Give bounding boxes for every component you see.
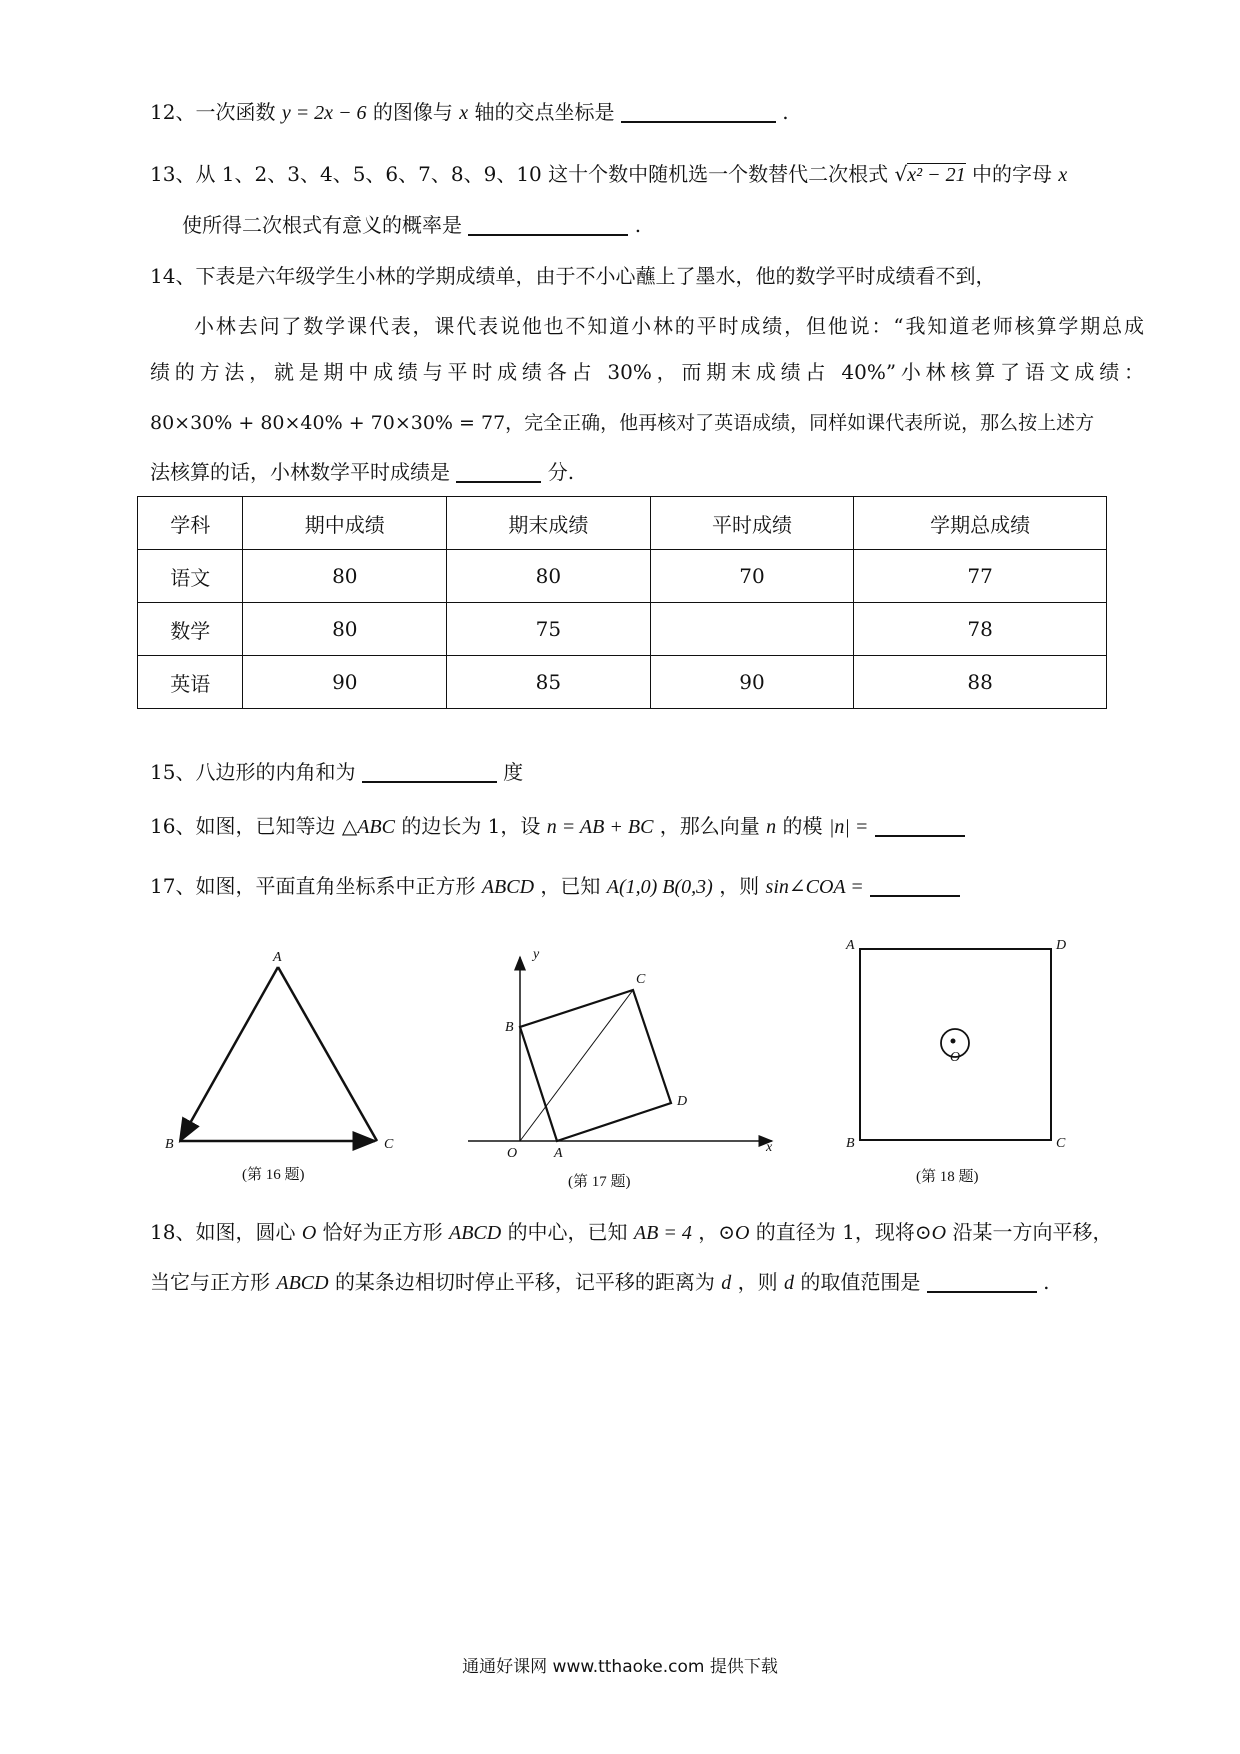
table-cell: 80 [243, 603, 447, 656]
question-14-line3 [150, 358, 1144, 386]
question-13-line2 [182, 211, 641, 239]
label-d: D [1056, 938, 1067, 953]
q15-text: 15、八边形的内角和为 [150, 760, 356, 784]
question-18 [150, 1218, 1112, 1247]
figure-16 [165, 950, 394, 1183]
q18-d: d [721, 1272, 732, 1294]
table-row [138, 603, 1107, 656]
q18-text7: 当它与正方形 [150, 1270, 270, 1294]
q12-text3: 轴的交点坐标是 [474, 100, 615, 124]
q13-text: 13、从 1、2、3、4、5、6、7、8、9、10 这十个数中随机选一个数替代二次根式 [150, 162, 889, 186]
label-c: C [384, 1137, 394, 1152]
answer-blank-18[interactable] [927, 1269, 1037, 1293]
q18-text: 18、如图，圆心 [150, 1220, 296, 1244]
q12-text: 12、一次函数 [150, 100, 276, 124]
q14-text2: 小林去问了数学课代表，课代表说他也不知道小林的平时成绩，但他说：“我知道老师核算学期总成 [194, 314, 1144, 338]
q18-ab: AB = 4 [633, 1222, 692, 1244]
q12-expr: y = 2x − 6 [281, 102, 367, 124]
center-dot [951, 1039, 956, 1044]
table-cell: 80 [447, 550, 651, 603]
answer-blank-12[interactable] [621, 99, 776, 123]
table-row [138, 656, 1107, 709]
table-header-cell: 学期总成绩 [854, 497, 1107, 550]
label-c: C [1056, 1136, 1066, 1151]
table-cell: 70 [650, 550, 854, 603]
q17-text2: ，已知 [540, 874, 601, 898]
q13-text3: 使所得二次根式有意义的概率是 [182, 213, 462, 237]
question-14-line4 [150, 409, 1094, 437]
table-cell: 78 [854, 603, 1107, 656]
q18-text2: 恰好为正方形 [322, 1220, 443, 1244]
table-header-cell: 学科 [138, 497, 243, 550]
q14-text5: 法核算的话，小林数学平时成绩是 [150, 460, 450, 484]
answer-blank-15[interactable] [362, 759, 497, 783]
table-header-row [138, 497, 1107, 550]
q17-square: ABCD [481, 876, 535, 898]
segment-oc [520, 990, 633, 1141]
answer-blank-17[interactable] [870, 873, 960, 897]
question-14-line2 [194, 312, 1144, 340]
label-a: A [846, 938, 855, 953]
question-14-line5 [150, 458, 574, 486]
table-cell: 80 [243, 550, 447, 603]
q12-text2: 的图像与 [372, 100, 453, 124]
label-o: O [950, 1050, 961, 1065]
figure-17 [468, 947, 773, 1190]
label-x: x [766, 1140, 773, 1155]
figure-18 [845, 938, 1066, 1185]
table-header-cell: 期中成绩 [243, 497, 447, 550]
q17-expr: sin∠COA = [765, 876, 864, 898]
q18-text4: ，⊙ [698, 1220, 735, 1244]
q16-n: n [766, 816, 777, 838]
vector-ab [180, 967, 278, 1141]
label-c: C [636, 972, 646, 987]
q16-text: 16、如图，已知等边 [150, 814, 336, 838]
q18-text8: 的某条边相切时停止平移，记平移的距离为 [334, 1270, 715, 1294]
q18-text9: ，则 [737, 1270, 778, 1294]
q15-suffix: 度 [503, 760, 524, 784]
label-b: B [505, 1020, 514, 1035]
q17-text: 17、如图，平面直角坐标系中正方形 [150, 874, 476, 898]
label-d: D [677, 1094, 688, 1109]
q18-text5: 的直径为 1，现将⊙ [755, 1220, 932, 1244]
table-cell: 75 [447, 603, 651, 656]
table-cell: 数学 [138, 603, 243, 656]
table-cell: 85 [447, 656, 651, 709]
q18-text10: 的取值范围是 [800, 1270, 921, 1294]
question-13 [150, 160, 1067, 189]
q18-o2: O [734, 1222, 750, 1244]
table-row [138, 550, 1107, 603]
q13-var: x [1058, 164, 1068, 186]
q18-text6: 沿某一方向平移， [952, 1220, 1113, 1244]
table-cell: 88 [854, 656, 1107, 709]
q16-text3: ，那么向量 [659, 814, 760, 838]
table-header-cell: 期末成绩 [447, 497, 651, 550]
score-table [137, 496, 1107, 709]
q14-end: 分. [547, 460, 575, 484]
question-16 [150, 812, 965, 841]
caption-17: (第 17 题) [568, 1174, 631, 1190]
table-cell: 英语 [138, 656, 243, 709]
q14-text4: 80×30% + 80×40% + 70×30% = 77，完全正确，他再核对了英语成绩，同样如课代表所说，那么按上述方 [150, 412, 1095, 434]
table-cell [650, 603, 854, 656]
figures-area [0, 935, 1240, 1195]
q13-end: . [634, 213, 642, 237]
square-abcd [520, 990, 671, 1141]
q12-axis: x [459, 102, 469, 124]
q17-text3: ，则 [719, 874, 760, 898]
question-15 [150, 758, 523, 786]
q13-radicand: x² − 21 [907, 164, 966, 186]
label-y: y [533, 947, 540, 962]
square-abcd [860, 949, 1051, 1140]
q18-o3: O [931, 1222, 947, 1244]
q18-text3: 的中心，已知 [507, 1220, 628, 1244]
sqrt-symbol: √ [894, 162, 908, 186]
q17-points: A(1,0) B(0,3) [606, 876, 713, 898]
caption-18: (第 18 题) [916, 1169, 979, 1185]
label-a: A [273, 950, 282, 965]
q16-text4: 的模 [782, 814, 823, 838]
q18-end: . [1043, 1270, 1050, 1294]
q13-text2: 中的字母 [971, 162, 1052, 186]
answer-blank-13[interactable] [468, 212, 628, 236]
q16-triangle: △ABC [341, 816, 395, 838]
q14-text1: 14、下表是六年级学生小林的学期成绩单，由于不小心蘸上了墨水，他的数学平时成绩看不到， [150, 264, 996, 288]
table-header-cell: 平时成绩 [650, 497, 854, 550]
q12-end: . [782, 100, 789, 124]
label-b: B [165, 1137, 174, 1152]
label-o: O [507, 1146, 518, 1161]
q18-square: ABCD [448, 1222, 502, 1244]
label-b: B [846, 1136, 855, 1151]
answer-blank-16[interactable] [875, 813, 965, 837]
table-cell: 77 [854, 550, 1107, 603]
side-ac [278, 967, 377, 1141]
answer-blank-14[interactable] [456, 459, 541, 483]
question-18-line2 [150, 1268, 1049, 1297]
table-cell: 90 [243, 656, 447, 709]
table-cell: 90 [650, 656, 854, 709]
q18-square2: ABCD [276, 1272, 329, 1294]
question-14-line1 [150, 262, 995, 290]
question-12 [150, 98, 789, 127]
caption-16: (第 16 题) [242, 1167, 305, 1183]
q16-modulus: |n| = [828, 816, 869, 838]
label-a: A [554, 1146, 563, 1161]
q18-o: O [301, 1222, 317, 1244]
q18-d2: d [784, 1272, 795, 1294]
table-cell: 语文 [138, 550, 243, 603]
q16-text2: 的边长为 1，设 [401, 814, 541, 838]
footer-credit: 通通好课网 www.tthaoke.com 提供下载 [462, 1657, 778, 1677]
question-17 [150, 872, 960, 901]
q14-text3: 绩的方法，就是期中成绩与平时成绩各占 30%，而期末成绩占 40%”小林核算了语文成绩： [150, 360, 1144, 384]
q16-vector-eq: n = AB + BC [546, 816, 654, 838]
